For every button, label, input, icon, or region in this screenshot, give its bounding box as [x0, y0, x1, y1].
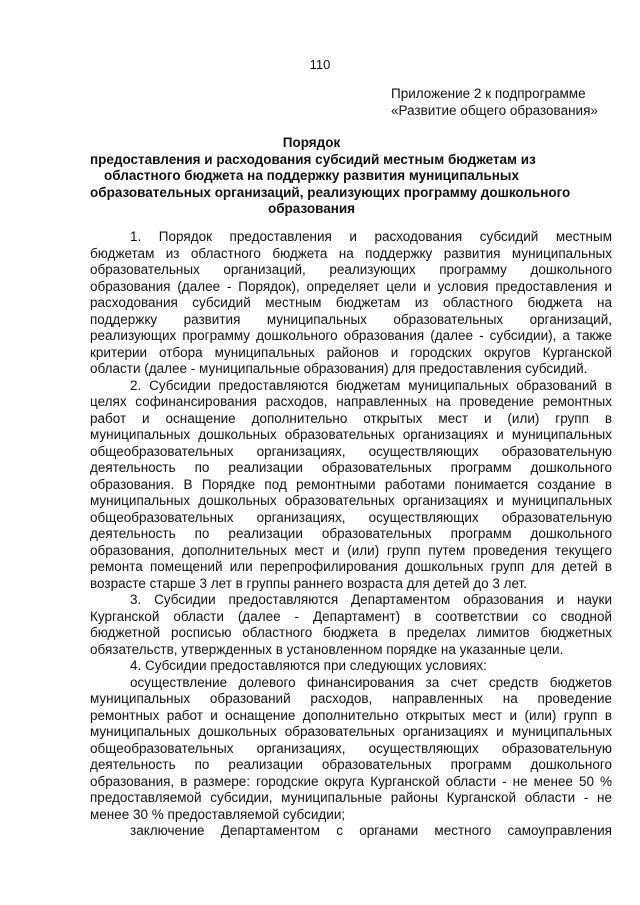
body-line: деятельность по реализации образовательных программ дошкольного: [90, 526, 612, 541]
body-line: общеобразовательных организациях, осуществляющих образовательную: [90, 740, 612, 756]
appendix-line-2: «Развитие общего образования»: [391, 103, 598, 118]
body-line: бюджетам из областного бюджета на поддержку развития муниципальных: [90, 245, 612, 261]
body-line: предоставляемой субсидии, муниципальные районы Курганской области - не: [90, 790, 612, 805]
page-number: 110: [309, 57, 331, 72]
body-line: реализующих программу дошкольного образования (далее - субсидии), а также: [90, 328, 612, 343]
title-line-1: Порядок: [282, 135, 341, 150]
body-line: 2. Субсидии предоставляются бюджетам муниципальных образований в: [130, 377, 612, 393]
body-line: 4. Субсидии предоставляются при следующих условиях:: [130, 658, 487, 673]
body-line: области (далее - муниципальные образования) для предоставления субсидий.: [90, 361, 588, 376]
body-line: образования. В Порядке под ремонтными работами понимается создание в: [90, 476, 612, 492]
body-line: общеобразовательных организациях, осуществляющих образовательную: [90, 509, 612, 525]
body-line: ремонтных работ и оснащение дополнительно открытых мест и (или) групп в: [90, 707, 612, 723]
body-line: муниципальных дошкольных образовательных организациях и муниципальных: [90, 493, 612, 508]
body-line: осуществление долевого финансирования за счет средств бюджетов: [130, 674, 612, 690]
body-line: менее 30 % предоставляемой субсидии;: [90, 806, 346, 822]
body-line: ремонта помещений или перепрофилирования дошкольных групп для детей в: [90, 559, 612, 574]
body-line: муниципальных образований расходов, направленных на проведение: [90, 691, 612, 706]
body-line: муниципальных дошкольных образовательных организациях и муниципальных: [90, 724, 612, 739]
body-line: деятельность по реализации образовательных программ дошкольного: [90, 757, 612, 772]
body-line: целях софинансирования расходов, направленных на проведение ремонтных: [90, 394, 612, 409]
body-line: расходования субсидий местным бюджетам из областного бюджета на: [90, 295, 612, 310]
body-line: 1. Порядок предоставления и расходования субсидий местным: [130, 229, 612, 244]
body-line: возрасте старше 3 лет в группы раннего возраста для детей до 3 лет.: [90, 575, 527, 591]
body-line: образования, дополнительных мест и (или) групп путем проведения текущего: [90, 542, 612, 558]
body-line: общеобразовательных организациях, осуществляющих образовательную: [90, 443, 612, 459]
body-line: образования (далее - Порядок), определяет цели и условия предоставления и: [90, 278, 612, 294]
title-line-2: предоставления и расходования субсидий местным бюджетам из: [90, 151, 536, 167]
document-body: [90, 229, 612, 840]
title-line-3: областного бюджета на поддержку развития муниципальных: [104, 168, 519, 183]
document-title: [90, 135, 571, 218]
appendix-reference: [391, 85, 621, 119]
body-line: поддержку развития муниципальных образовательных организаций,: [90, 311, 612, 327]
title-line-4: образовательных организаций, реализующих программу дошкольного: [90, 184, 571, 200]
body-line: муниципальных дошкольных образовательных организациях и муниципальных: [90, 427, 612, 442]
appendix-line-1: Приложение 2 к подпрограмме: [391, 86, 586, 101]
body-line: бюджетной росписью областного бюджета в пределах лимитов бюджетных: [90, 625, 612, 640]
body-line: деятельность по реализации образовательных программ дошкольного: [90, 460, 612, 475]
body-line: Курганской области (далее - Департамент) в соответствии со сводной: [90, 608, 612, 624]
body-line: обязательств, утвержденных в установленном порядке на указанные цели.: [90, 641, 564, 657]
body-line: образовательных организаций, реализующих программу дошкольного: [90, 262, 612, 277]
body-line: работ и оснащение дополнительно открытых мест и (или) групп в: [90, 410, 612, 426]
body-line: заключение Департаментом с органами местного самоуправления: [130, 823, 612, 838]
body-line: образования, в размере: городские округа Курганской области - не менее 50 %: [90, 773, 612, 789]
title-line-5: образования: [267, 201, 356, 216]
body-line: критерии отбора муниципальных районов и городских округов Курганской: [90, 344, 612, 360]
body-line: 3. Субсидии предоставляются Департаментом образования и науки: [130, 592, 612, 607]
